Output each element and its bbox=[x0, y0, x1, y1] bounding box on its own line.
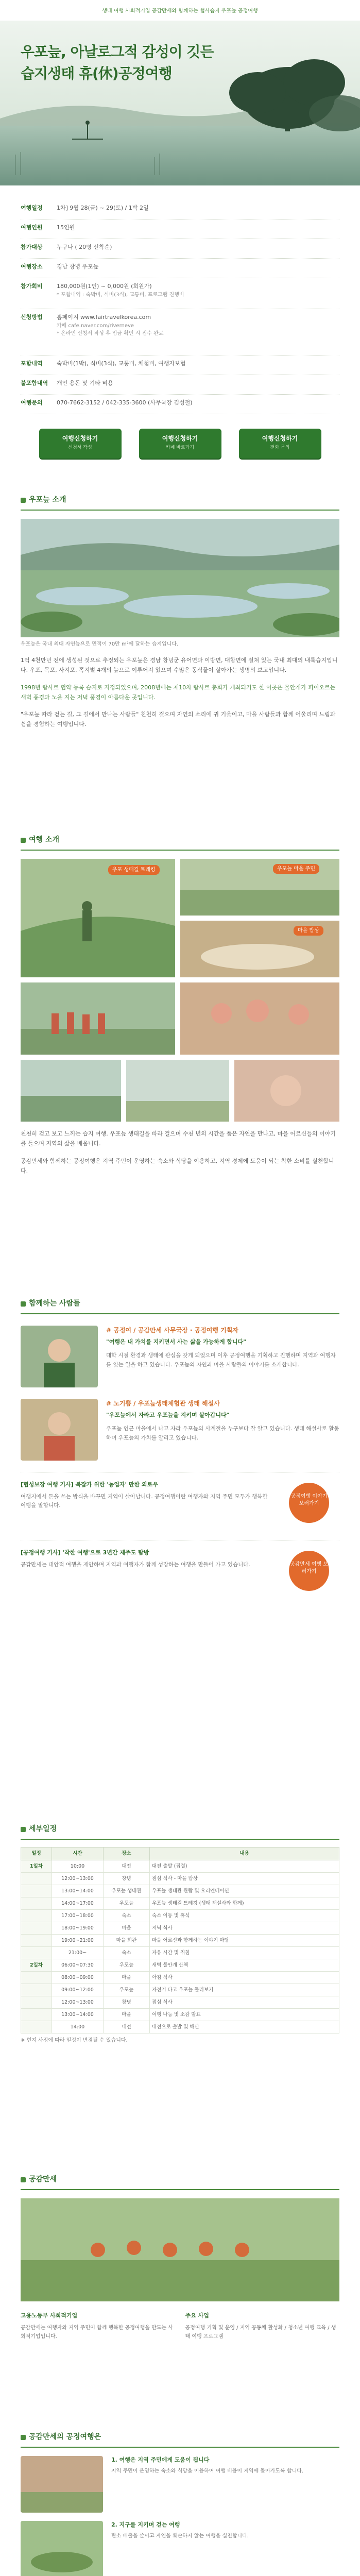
section-heading-text: 세부일정 bbox=[29, 1825, 57, 1833]
schedule-cell-content: 우포늪 생태길 트레킹 (생태 해설사와 함께) bbox=[150, 1897, 339, 1910]
schedule-cell-day bbox=[21, 1873, 52, 1885]
schedule-cell-day: 1일차 bbox=[21, 1860, 52, 1873]
schedule-cell-time: 09:00~12:00 bbox=[52, 1984, 104, 1996]
schedule-cell-day bbox=[21, 2009, 52, 2021]
info-label: 여행문의 bbox=[21, 399, 43, 406]
section-heading bbox=[21, 835, 339, 851]
program-photo bbox=[21, 2521, 103, 2576]
schedule-cell-day: 2일차 bbox=[21, 1959, 52, 1972]
notice-body: 여행지에서 돈을 쓰는 방식을 바꾸면 지역이 살아납니다. 공정여행이란 여행자와 지역 주민 모두가 행복한 여행을 말합니다. bbox=[21, 1493, 268, 1509]
villager-photo bbox=[180, 859, 339, 916]
schedule-row bbox=[21, 1959, 339, 1972]
apply-form-button[interactable] bbox=[39, 429, 122, 459]
leaf-icon bbox=[21, 838, 26, 843]
schedule-cell-day bbox=[21, 1910, 52, 1922]
program-text bbox=[111, 2456, 303, 2476]
info-value: 1차] 9월 28(금) ~ 29(토) / 1박 2일 bbox=[57, 205, 149, 211]
about-paragraph-1: 1억 4천만년 전에 생성된 것으로 추정되는 우포늪은 경남 창녕군 유어면과 이방면, 대합면에 걸쳐 있는 국내 최대의 내륙습지입니다. 우포, 목포, 사지포, 쪽지벌 4개의 늪으로 이루어져 있으며 수많은 동식물이 살아가는 생명의 보고입니다. bbox=[21, 657, 338, 674]
schedule-cell-time: 12:00~13:00 bbox=[52, 1873, 104, 1885]
button-sub: 신청서 작성 bbox=[68, 445, 92, 450]
trekking-photo bbox=[21, 859, 175, 977]
column-header: 일정 bbox=[21, 1848, 52, 1860]
apply-phone-button[interactable] bbox=[239, 429, 321, 459]
schedule-cell-time: 19:00~21:00 bbox=[52, 1935, 104, 1947]
schedule-cell-day bbox=[21, 1935, 52, 1947]
person-desc: 우포늪 인근 마을에서 나고 자라 우포늪의 사계절을 누구보다 잘 알고 있습니다. 생태 해설사로 활동하며 우포늪의 가치를 알리고 있습니다. bbox=[106, 1425, 339, 1441]
schedule-cell-content: 대전 출발 (집결) bbox=[150, 1860, 339, 1873]
organizer-info bbox=[21, 2312, 339, 2341]
info-row-apply bbox=[21, 309, 339, 355]
about-section bbox=[21, 495, 339, 730]
schedule-row bbox=[21, 1873, 339, 1885]
about-paragraph-3: "우포늪 따라 걷는 길, 그 길에서 만나는 사람들" 천천히 걸으며 자연의 소리에 귀 기울이고, 마을 사람들과 함께 어울리며 느림과 쉼을 경험하는 여행입니다. bbox=[21, 711, 336, 728]
info-label: 참가회비 bbox=[21, 283, 43, 290]
schedule-cell-place: 창녕 bbox=[104, 1873, 150, 1885]
info-row-schedule bbox=[21, 200, 339, 219]
info-row-exclude bbox=[21, 375, 339, 395]
column-header: 장소 bbox=[104, 1848, 150, 1860]
schedule-cell-place: 숙소 bbox=[104, 1910, 150, 1922]
program-desc: 탄소 배출을 줄이고 자연을 훼손하지 않는 여행을 실천합니다. bbox=[111, 2533, 249, 2539]
topline-prefix: 생태 여행 사회적기업 bbox=[102, 8, 150, 14]
schedule-cell-content: 여행 나눔 및 소감 발표 bbox=[150, 2009, 339, 2021]
village-meal-photo bbox=[180, 921, 339, 977]
landscape-photo-3 bbox=[234, 1060, 339, 1122]
schedule-cell-content: 점심 식사 - 마을 밥상 bbox=[150, 1873, 339, 1885]
schedule-body bbox=[21, 1860, 339, 2033]
schedule-cell-place: 창녕 bbox=[104, 1996, 150, 2009]
schedule-row bbox=[21, 1996, 339, 2009]
trip-photo-column bbox=[180, 859, 339, 977]
info-label: 여행일정 bbox=[21, 205, 43, 211]
schedule-cell-place: 마을 bbox=[104, 2009, 150, 2021]
schedule-cell-time: 17:00~18:00 bbox=[52, 1910, 104, 1922]
schedule-cell-place: 우포늪 bbox=[104, 1897, 150, 1910]
schedule-cell-time: 06:00~07:30 bbox=[52, 1959, 104, 1972]
schedule-cell-place: 대전 bbox=[104, 1860, 150, 1873]
hero-banner bbox=[0, 21, 360, 185]
section-heading-text: 우포늪 소개 bbox=[29, 496, 66, 504]
info-row-people bbox=[21, 219, 339, 239]
photo-tag: 우포늪 마을 주민 bbox=[273, 864, 319, 874]
schedule-cell-place: 대전 bbox=[104, 2021, 150, 2033]
program-text bbox=[111, 2521, 249, 2540]
person-text bbox=[106, 1326, 339, 1387]
section-heading bbox=[21, 2174, 339, 2190]
notice-title: [공정여행 기사] '착한 여행'으로 3년간 제주도 탐방 bbox=[21, 1549, 149, 1556]
section-heading-text: 공감만세의 공정여행은 bbox=[29, 2433, 101, 2441]
info-value: 경남 창녕 우포늪 bbox=[57, 263, 99, 270]
hero-title-line2: 습지생태 휴(休)공정여행 bbox=[21, 65, 172, 82]
schedule-cell-time: 10:00 bbox=[52, 1860, 104, 1873]
notice-title: [협성보장 여행 기사] 복잡가 위한 '농업자' 만한 외로우 bbox=[21, 1481, 158, 1488]
schedule-cell-day bbox=[21, 1996, 52, 2009]
organizer-col-title: 고용노동부 사회적기업 bbox=[21, 2312, 78, 2319]
schedule-row bbox=[21, 1910, 339, 1922]
info-row-contact bbox=[21, 395, 339, 414]
button-label: 여행신청하기 bbox=[162, 435, 198, 442]
program-title: 1. 여행은 지역 주민에게 도움이 됩니다 bbox=[111, 2456, 210, 2463]
group-photo bbox=[21, 982, 175, 1055]
info-value: 15인원 bbox=[57, 224, 75, 231]
people-card-1 bbox=[21, 1326, 339, 1387]
leaf-icon bbox=[21, 2435, 26, 2440]
schedule-header-row bbox=[21, 1848, 339, 1860]
trip-photo-grid-bottom bbox=[21, 982, 339, 1055]
trip-paragraph-1: 천천히 걷고 보고 느끼는 습지 여행. 우포늪 생태길을 따라 걸으며 수천 년의 시간을 품은 자연을 만나고, 마을 어르신들의 이야기를 들으며 지역의 삶을 배웁니다. bbox=[21, 1130, 336, 1147]
schedule-cell-day bbox=[21, 1885, 52, 1897]
section-heading bbox=[21, 2432, 339, 2448]
person-desc: 대학 시절 환경과 생태에 관심을 갖게 되었으며 이후 공정여행을 기획하고 진행하며 지역과 여행자를 잇는 일을 하고 있습니다. 우포늪의 자연과 마을 사람들의 이야기를 소개합니다. bbox=[106, 1352, 336, 1368]
schedule-cell-content: 점심 식사 bbox=[150, 1996, 339, 2009]
photo-tag: 우포 생태길 트레킹 bbox=[108, 865, 160, 875]
schedule-cell-time: 12:00~13:00 bbox=[52, 1996, 104, 2009]
info-label: 신청방법 bbox=[21, 314, 43, 320]
schedule-cell-content: 자유 시간 및 취침 bbox=[150, 1947, 339, 1959]
section-heading bbox=[21, 495, 339, 511]
schedule-cell-content: 자전거 타고 우포늪 둘러보기 bbox=[150, 1984, 339, 1996]
person-quote: "우포늪에서 자라고 우포늪을 지키며 살아갑니다" bbox=[106, 1412, 230, 1418]
info-value bbox=[57, 282, 339, 299]
apply-note: * 온라인 신청서 작성 후 입금 확인 시 접수 완료 bbox=[57, 330, 164, 336]
button-label: 여행신청하기 bbox=[62, 435, 98, 442]
leaf-icon bbox=[21, 1827, 26, 1832]
button-sub: 전화 문의 bbox=[270, 445, 290, 450]
info-row-place bbox=[21, 259, 339, 278]
landscape-photo-1 bbox=[21, 1060, 121, 1122]
about-paragraph-2: 1998년 람사르 협약 등록 습지로 지정되었으며, 2008년에는 제10차 람사르 총회가 개최되기도 한 이곳은 물안개가 피어오르는 새벽 풍경과 노을 지는 저녁 풍경이 아름다운 곳입니다. bbox=[21, 684, 336, 701]
fee-note: * 포함내역 : 숙박비, 식비(3식), 교통비, 프로그램 진행비 bbox=[57, 292, 184, 298]
schedule-cell-place: 마을 회관 bbox=[104, 1935, 150, 1947]
section-heading bbox=[21, 1824, 339, 1840]
schedule-row bbox=[21, 1947, 339, 1959]
info-value: 개인 용돈 및 기타 비용 bbox=[57, 380, 113, 386]
organizer-col-title: 주요 사업 bbox=[185, 2312, 209, 2319]
person-text bbox=[106, 1399, 339, 1461]
info-value: 070-7662-3152 / 042-335-3600 (사무국장 김성철) bbox=[57, 399, 193, 406]
person-name: # 노기쁨 / 우포늪생태체험관 생태 해설사 bbox=[106, 1400, 220, 1407]
schedule-section bbox=[21, 1824, 339, 2044]
schedule-row bbox=[21, 1984, 339, 1996]
people-card-2 bbox=[21, 1399, 339, 1461]
trip-photo-grid-row3 bbox=[21, 1060, 339, 1122]
program-item bbox=[21, 2456, 339, 2513]
schedule-cell-place: 우포늪 생태관 bbox=[104, 1885, 150, 1897]
person-photo bbox=[21, 1326, 98, 1387]
schedule-cell-content: 아침 식사 bbox=[150, 1972, 339, 1984]
organizer-photo bbox=[21, 2198, 339, 2301]
schedule-cell-day bbox=[21, 2021, 52, 2033]
program-desc: 지역 주민이 운영하는 숙소와 식당을 이용하여 여행 비용이 지역에 돌아가도록 합니다. bbox=[111, 2468, 304, 2474]
section-heading-text: 여행 소개 bbox=[29, 836, 59, 844]
schedule-cell-day bbox=[21, 1972, 52, 1984]
info-value bbox=[57, 313, 339, 337]
section-heading-text: 함께하는 사람들 bbox=[29, 1299, 80, 1308]
schedule-cell-content: 저녁 식사 bbox=[150, 1922, 339, 1935]
schedule-row bbox=[21, 1935, 339, 1947]
trip-link-button[interactable]: 공감만세 여행 보러가기 bbox=[289, 1551, 329, 1591]
person-photo bbox=[21, 1399, 98, 1461]
schedule-cell-content: 대전으로 출발 및 해산 bbox=[150, 2021, 339, 2033]
hero-title bbox=[21, 41, 214, 84]
trip-paragraph-2: 공감만세와 함께하는 공정여행은 지역 주민이 운영하는 숙소와 식당을 이용하고, 지역 경제에 도움이 되는 착한 소비를 실천합니다. bbox=[21, 1157, 334, 1174]
schedule-note: ※ 현지 사정에 따라 일정이 변경될 수 있습니다. bbox=[21, 2038, 128, 2044]
wetland-panorama-photo bbox=[21, 519, 339, 637]
schedule-cell-content: 새벽 물안개 산책 bbox=[150, 1959, 339, 1972]
info-value: 누구나 ( 20명 선착순) bbox=[57, 244, 112, 250]
schedule-cell-content: 마을 어르신과 함께하는 이야기 마당 bbox=[150, 1935, 339, 1947]
organizer-col-body: 공감만세는 여행자와 지역 주민이 함께 행복한 공정여행을 만드는 사회적기업입니다. bbox=[21, 2325, 173, 2340]
schedule-row bbox=[21, 1885, 339, 1897]
leaf-icon bbox=[21, 498, 26, 503]
info-label: 불포함내역 bbox=[21, 380, 48, 386]
apply-cafe-link[interactable]: 카페 cafe.naver.com/riverneve bbox=[57, 323, 134, 329]
schedule-cell-day bbox=[21, 1947, 52, 1959]
info-label: 여행장소 bbox=[21, 263, 43, 270]
organizer-section bbox=[21, 2174, 339, 2341]
schedule-row bbox=[21, 2021, 339, 2033]
apply-buttons bbox=[0, 429, 360, 459]
program-item bbox=[21, 2521, 339, 2576]
schedule-cell-place: 우포늪 bbox=[104, 1959, 150, 1972]
schedule-cell-day bbox=[21, 1922, 52, 1935]
info-row-fee bbox=[21, 278, 339, 309]
schedule-row bbox=[21, 1922, 339, 1935]
organizer-col-body: 공정여행 기획 및 운영 / 지역 공동체 활성화 / 청소년 여행 교육 / 생태 여행 프로그램 bbox=[185, 2325, 336, 2340]
photo-tag: 마을 밥상 bbox=[294, 926, 323, 936]
schedule-row bbox=[21, 2009, 339, 2021]
apply-cafe-button[interactable] bbox=[139, 429, 221, 459]
schedule-row bbox=[21, 1972, 339, 1984]
topline-mid: 공감만세와 함께하는 협사습지 우포늪 공정여행 bbox=[151, 8, 258, 14]
info-row-include bbox=[21, 355, 339, 375]
schedule-cell-place: 숙소 bbox=[104, 1947, 150, 1959]
fee-value: 180,000원(1인) ~ 0,000원 (회원가) bbox=[57, 283, 152, 290]
schedule-cell-content: 숙소 이동 및 휴식 bbox=[150, 1910, 339, 1922]
story-link-button[interactable]: 공정여행 이야기 보러가기 bbox=[289, 1483, 329, 1523]
trip-photo-grid-top bbox=[21, 859, 339, 977]
trip-section bbox=[21, 835, 339, 1176]
trip-info-table bbox=[21, 200, 339, 414]
organizer-col-right bbox=[185, 2312, 340, 2341]
person-name: # 공정여 / 공감만세 사무국장 · 공정여행 기획자 bbox=[106, 1327, 238, 1334]
schedule-cell-time: 14:00 bbox=[52, 2021, 104, 2033]
person-quote: "여행은 내 가치를 지키면서 사는 삶을 가능하게 합니다" bbox=[106, 1338, 247, 1345]
info-row-target bbox=[21, 239, 339, 259]
column-header: 내용 bbox=[150, 1848, 339, 1860]
workshop-photo bbox=[180, 982, 339, 1055]
apply-homepage-link[interactable]: 홈페이지 www.fairtravelkorea.com bbox=[57, 314, 151, 320]
topline bbox=[0, 0, 360, 21]
info-value: 숙박비(1박), 식비(3식), 교통비, 체험비, 여행자보험 bbox=[57, 360, 186, 367]
schedule-cell-day bbox=[21, 1897, 52, 1910]
schedule-cell-place: 마을 bbox=[104, 1922, 150, 1935]
column-header: 시간 bbox=[52, 1848, 104, 1860]
schedule-row bbox=[21, 1897, 339, 1910]
schedule-cell-place: 우포늪 bbox=[104, 1984, 150, 1996]
program-title: 2. 지구를 지키며 걷는 여행 bbox=[111, 2521, 180, 2528]
info-label: 포함내역 bbox=[21, 360, 43, 367]
program-photo bbox=[21, 2456, 103, 2513]
schedule-table bbox=[21, 1847, 339, 2033]
schedule-cell-time: 08:00~09:00 bbox=[52, 1972, 104, 1984]
landscape-photo-2 bbox=[126, 1060, 229, 1122]
schedule-cell-time: 18:00~19:00 bbox=[52, 1922, 104, 1935]
section-heading bbox=[21, 1298, 339, 1314]
info-label: 여행인원 bbox=[21, 224, 43, 231]
leaf-icon bbox=[21, 2177, 26, 2182]
schedule-row bbox=[21, 1860, 339, 1873]
schedule-cell-day bbox=[21, 1984, 52, 1996]
leaf-icon bbox=[21, 1301, 26, 1307]
schedule-cell-content: 우포늪 생태관 관람 및 오리엔테이션 bbox=[150, 1885, 339, 1897]
schedule-cell-time: 14:00~17:00 bbox=[52, 1897, 104, 1910]
programs-section bbox=[21, 2432, 339, 2576]
photo-caption: 우포늪은 국내 최대 자연늪으로 면적이 70만 m²에 달하는 습지입니다. bbox=[21, 641, 179, 647]
people-section bbox=[21, 1298, 339, 1597]
schedule-cell-time: 21:00~ bbox=[52, 1947, 104, 1959]
button-sub: 카페 바로가기 bbox=[165, 445, 195, 450]
notice-2 bbox=[21, 1540, 339, 1597]
section-heading-text: 공감만세 bbox=[29, 2175, 57, 2183]
button-label: 여행신청하기 bbox=[262, 435, 298, 442]
notice-body: 공감만세는 대안적 여행을 제안하며 지역과 여행자가 함께 성장하는 여행을 만들어 가고 있습니다. bbox=[21, 1561, 250, 1568]
schedule-cell-time: 13:00~14:00 bbox=[52, 1885, 104, 1897]
organizer-col-left bbox=[21, 2312, 175, 2341]
schedule-cell-place: 마을 bbox=[104, 1972, 150, 1984]
hero-title-line1: 우포늪, 아날로그적 감성이 깃든 bbox=[21, 43, 214, 60]
schedule-cell-time: 13:00~14:00 bbox=[52, 2009, 104, 2021]
notice-1 bbox=[21, 1472, 339, 1529]
info-label: 참가대상 bbox=[21, 244, 43, 250]
